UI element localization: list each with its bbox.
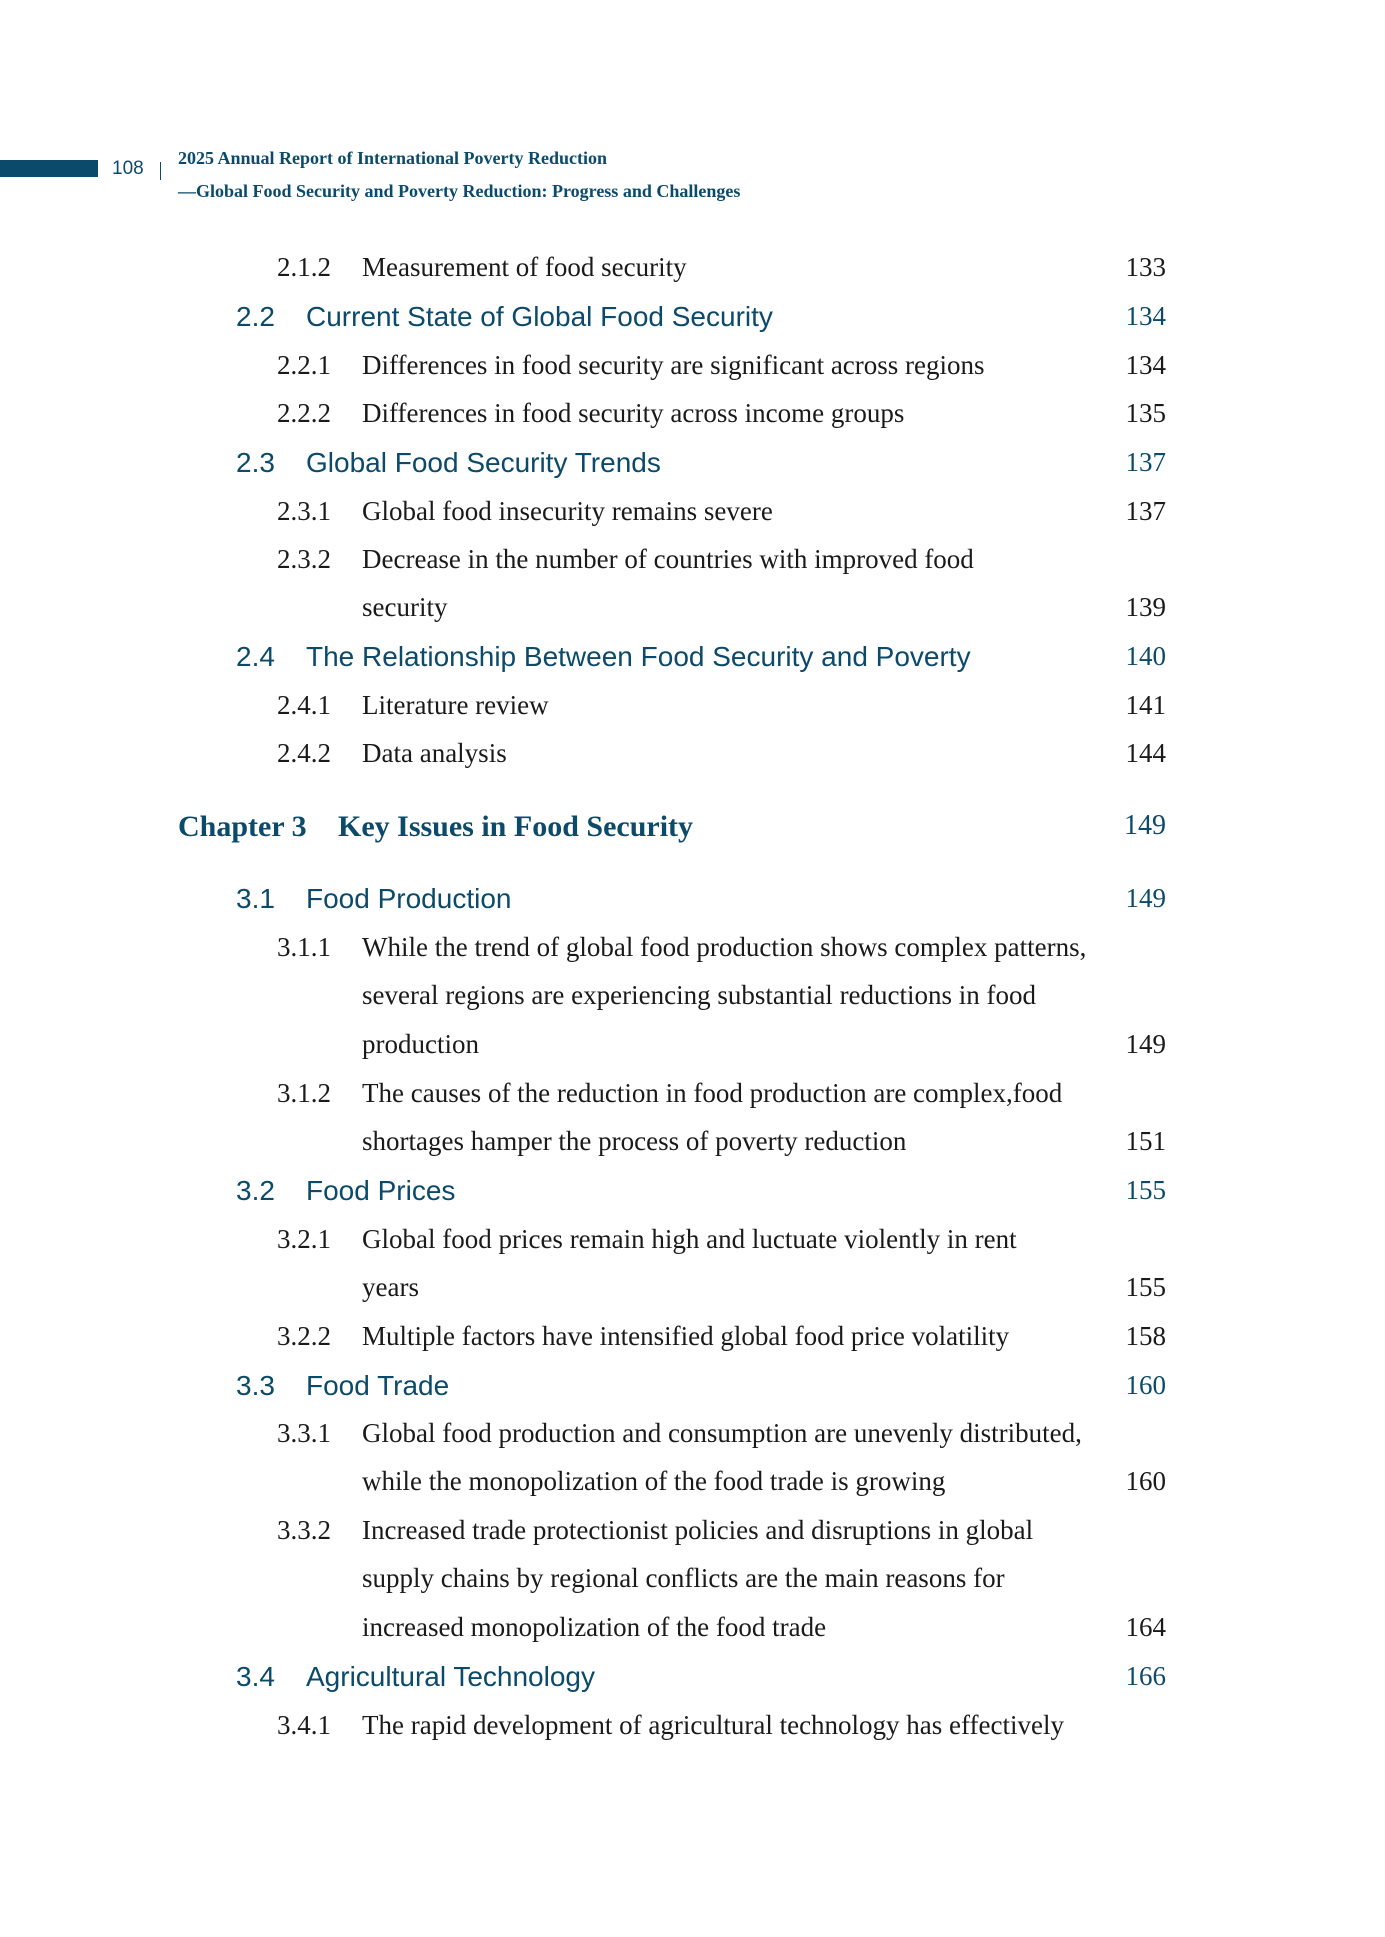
toc-entry-number: 2.4.2 xyxy=(277,738,331,768)
toc-section-title: Food Prices xyxy=(306,1175,456,1206)
toc-entry-page: 133 xyxy=(1125,252,1166,282)
toc-entry-number: 3.1.1 xyxy=(277,932,331,962)
toc-chapter-number: Chapter 3 xyxy=(178,810,307,843)
header-accent-bar xyxy=(0,160,98,177)
toc-entry-title: Data analysis xyxy=(362,738,507,768)
toc-entry-number: 3.2.1 xyxy=(277,1224,331,1254)
toc-section-page: 140 xyxy=(1125,641,1166,671)
toc-entry-number: 2.4.1 xyxy=(277,690,331,720)
toc-entry-number: 3.4.1 xyxy=(277,1710,331,1740)
toc-entry-title-line2: several regions are experiencing substantial reductions in food xyxy=(362,980,1037,1010)
toc-entry-page: 149 xyxy=(1125,1029,1166,1059)
toc-section-page: 166 xyxy=(1125,1661,1166,1691)
toc-entry-title-line2: shortages hamper the process of poverty reduction xyxy=(362,1126,907,1156)
toc-section-number: 2.2 xyxy=(236,301,275,332)
toc-entry-title-line3: increased monopolization of the food trade xyxy=(362,1612,827,1642)
toc-section-number: 3.3 xyxy=(236,1370,275,1401)
toc-entry-title-line2: while the monopolization of the food trade is growing xyxy=(362,1466,946,1496)
toc-entry-page: 139 xyxy=(1125,592,1166,622)
toc-entry-title: Multiple factors have intensified global food price volatility xyxy=(362,1321,1010,1351)
toc-entry-title-line1: Decrease in the number of countries with improved food xyxy=(362,544,974,574)
running-header xyxy=(178,142,740,208)
toc-entry-title: Global food insecurity remains severe xyxy=(362,496,773,526)
toc-entry-title-line1: Global food production and consumption are unevenly distributed, xyxy=(362,1418,1082,1448)
toc-entry-title-line1: While the trend of global food production shows complex patterns, xyxy=(362,932,1087,962)
toc-entry-page: 144 xyxy=(1125,738,1166,768)
toc-entry-title-line1: Global food prices remain high and luctuate violently in rent xyxy=(362,1224,1017,1254)
page-number: 108 xyxy=(112,158,144,179)
toc-section-number: 2.3 xyxy=(236,447,275,478)
running-header-line2: —Global Food Security and Poverty Reduction: Progress and Challenges xyxy=(178,181,741,201)
toc-section-title: Food Production xyxy=(306,883,512,914)
toc-section-title: The Relationship Between Food Security and Poverty xyxy=(306,641,971,672)
toc-entry-title-line1: The causes of the reduction in food production are complex,food xyxy=(362,1078,1063,1108)
toc-entry-number: 3.3.2 xyxy=(277,1515,331,1545)
toc-entry-page: 158 xyxy=(1125,1321,1166,1351)
toc-section-title: Current State of Global Food Security xyxy=(306,301,773,332)
toc-section-number: 2.4 xyxy=(236,641,275,672)
toc-section-title: Food Trade xyxy=(306,1370,450,1401)
toc-entry-page: 137 xyxy=(1125,496,1166,526)
toc-section-page: 137 xyxy=(1125,447,1166,477)
toc-entry-title-line2: security xyxy=(362,592,448,622)
toc-entry-page: 164 xyxy=(1125,1612,1166,1642)
toc-entry-title: Differences in food security are significant across regions xyxy=(362,350,985,380)
toc-section-page: 160 xyxy=(1125,1370,1166,1400)
toc-entry-page: 160 xyxy=(1125,1466,1166,1496)
toc-entry-page: 155 xyxy=(1125,1272,1166,1302)
toc-entry-title: Literature review xyxy=(362,690,549,720)
toc-section-number: 3.1 xyxy=(236,883,275,914)
toc-entry-number: 2.1.2 xyxy=(277,252,331,282)
toc-entry-title: Differences in food security across income groups xyxy=(362,398,905,428)
toc-section-page: 149 xyxy=(1125,883,1166,913)
toc-chapter-page: 149 xyxy=(1124,810,1166,841)
toc-entry-page: 135 xyxy=(1125,398,1166,428)
toc-entry-page: 134 xyxy=(1125,350,1166,380)
toc-entry-page: 141 xyxy=(1125,690,1166,720)
toc-entry-number: 2.2.2 xyxy=(277,398,331,428)
toc-chapter-title: Key Issues in Food Security xyxy=(338,810,694,843)
toc-section-page: 134 xyxy=(1125,301,1166,331)
toc-entry-title-line1: Increased trade protectionist policies and disruptions in global xyxy=(362,1515,1034,1545)
toc-entry-title-line1: The rapid development of agricultural technology has effectively xyxy=(362,1710,1064,1740)
running-header-line1: 2025 Annual Report of International Poverty Reduction xyxy=(178,148,607,168)
toc-entry-number: 3.1.2 xyxy=(277,1078,331,1108)
toc-entry-page: 151 xyxy=(1125,1126,1166,1156)
toc-section-number: 3.2 xyxy=(236,1175,275,1206)
toc-entry-title-line2: years xyxy=(362,1272,419,1302)
toc-section-page: 155 xyxy=(1125,1175,1166,1205)
toc-entry-title: Measurement of food security xyxy=(362,252,687,282)
toc-section-title: Global Food Security Trends xyxy=(306,447,661,478)
header-divider xyxy=(160,162,161,180)
toc-entry-number: 2.3.2 xyxy=(277,544,331,574)
toc-entry-number: 2.3.1 xyxy=(277,496,331,526)
toc-section-number: 3.4 xyxy=(236,1661,275,1692)
toc-section-title: Agricultural Technology xyxy=(306,1661,595,1692)
toc-entry-title-line3: production xyxy=(362,1029,479,1059)
toc-entry-number: 2.2.1 xyxy=(277,350,331,380)
toc-entry-number: 3.2.2 xyxy=(277,1321,331,1351)
toc-entry-title-line2: supply chains by regional conflicts are the main reasons for xyxy=(362,1563,1005,1593)
toc-entry-number: 3.3.1 xyxy=(277,1418,331,1448)
